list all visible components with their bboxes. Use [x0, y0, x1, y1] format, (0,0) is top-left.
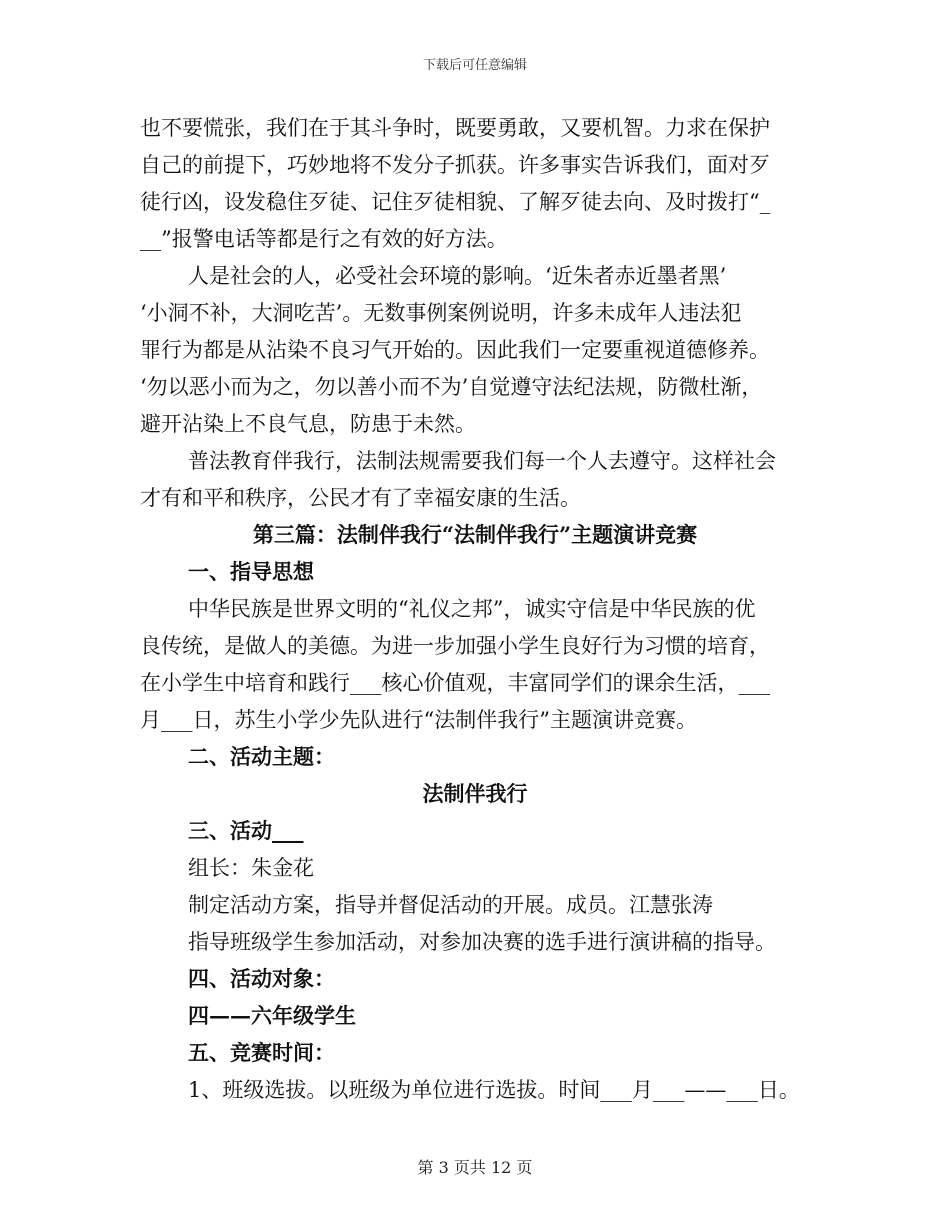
text-line: 自己的前提下，巧妙地将不发分子抓获。许多事实告诉我们，面对歹	[140, 153, 770, 177]
text-line: 1、班级选拔。以班级为单位进行选拔。时间___月___——___日。	[188, 1078, 800, 1102]
text-line: ‘小洞不补，大洞吃苦’。无数事例案例说明，许多未成年人违法犯	[140, 301, 742, 325]
heading-line: 一、指导思想	[188, 559, 314, 584]
text-line: 月___日，苏生小学少先队进行“法制伴我行”主题演讲竞赛。	[140, 708, 697, 732]
text-line: 良传统，是做人的美德。为进一步加强小学生良好行为习惯的培育，	[140, 634, 770, 658]
heading-line: 法制伴我行	[422, 781, 528, 806]
heading-line: 四、活动对象：	[188, 966, 335, 991]
text-line: 制定活动方案，指导并督促活动的开展。成员。江慧张涛	[188, 893, 713, 917]
text-line: 在小学生中培育和践行___核心价值观，丰富同学们的课余生活，___	[140, 671, 770, 695]
heading-line: 二、活动主题：	[188, 744, 335, 769]
text-line: 组长：朱金花	[188, 856, 314, 880]
page-footer: 第 3 页共 12 页	[417, 1158, 533, 1177]
heading-line: 四——六年级学生	[188, 1003, 356, 1028]
text-line: 才有和平和秩序，公民才有了幸福安康的生活。	[140, 486, 581, 510]
text-line: 指导班级学生参加活动，对参加决赛的选手进行演讲稿的指导。	[188, 930, 776, 954]
text-line: 徒行凶，设发稳住歹徒、记住歹徒相貌、了解歹徒去向、及时拨打“_	[140, 190, 771, 214]
text-line: __”报警电话等都是行之有效的好方法。	[140, 227, 508, 251]
text-line: 罪行为都是从沾染不良习气开始的。因此我们一定要重视道德修养。	[140, 338, 770, 362]
text-line: 普法教育伴我行，法制法规需要我们每一个人去遵守。这样社会	[188, 449, 776, 473]
heading-line: 三、活动___	[188, 818, 304, 843]
text-line: ‘勿以恶小而为之，勿以善小而不为’自觉遵守法纪法规，防微杜渐，	[140, 375, 763, 399]
heading-line: 第三篇：法制伴我行“法制伴我行”主题演讲竞赛	[252, 522, 698, 547]
text-line: 避开沾染上不良气息，防患于未然。	[140, 412, 476, 436]
heading-line: 五、竞赛时间：	[188, 1040, 335, 1065]
text-line: 也不要慌张，我们在于其斗争时，既要勇敢，又要机智。力求在保护	[140, 116, 770, 140]
text-line: 人是社会的人，必受社会环境的影响。‘近朱者赤近墨者黑’	[188, 264, 727, 288]
page-header: 下载后可任意编辑	[422, 58, 527, 73]
text-line: 中华民族是世界文明的“礼仪之邦”，诚实守信是中华民族的优	[188, 597, 756, 621]
